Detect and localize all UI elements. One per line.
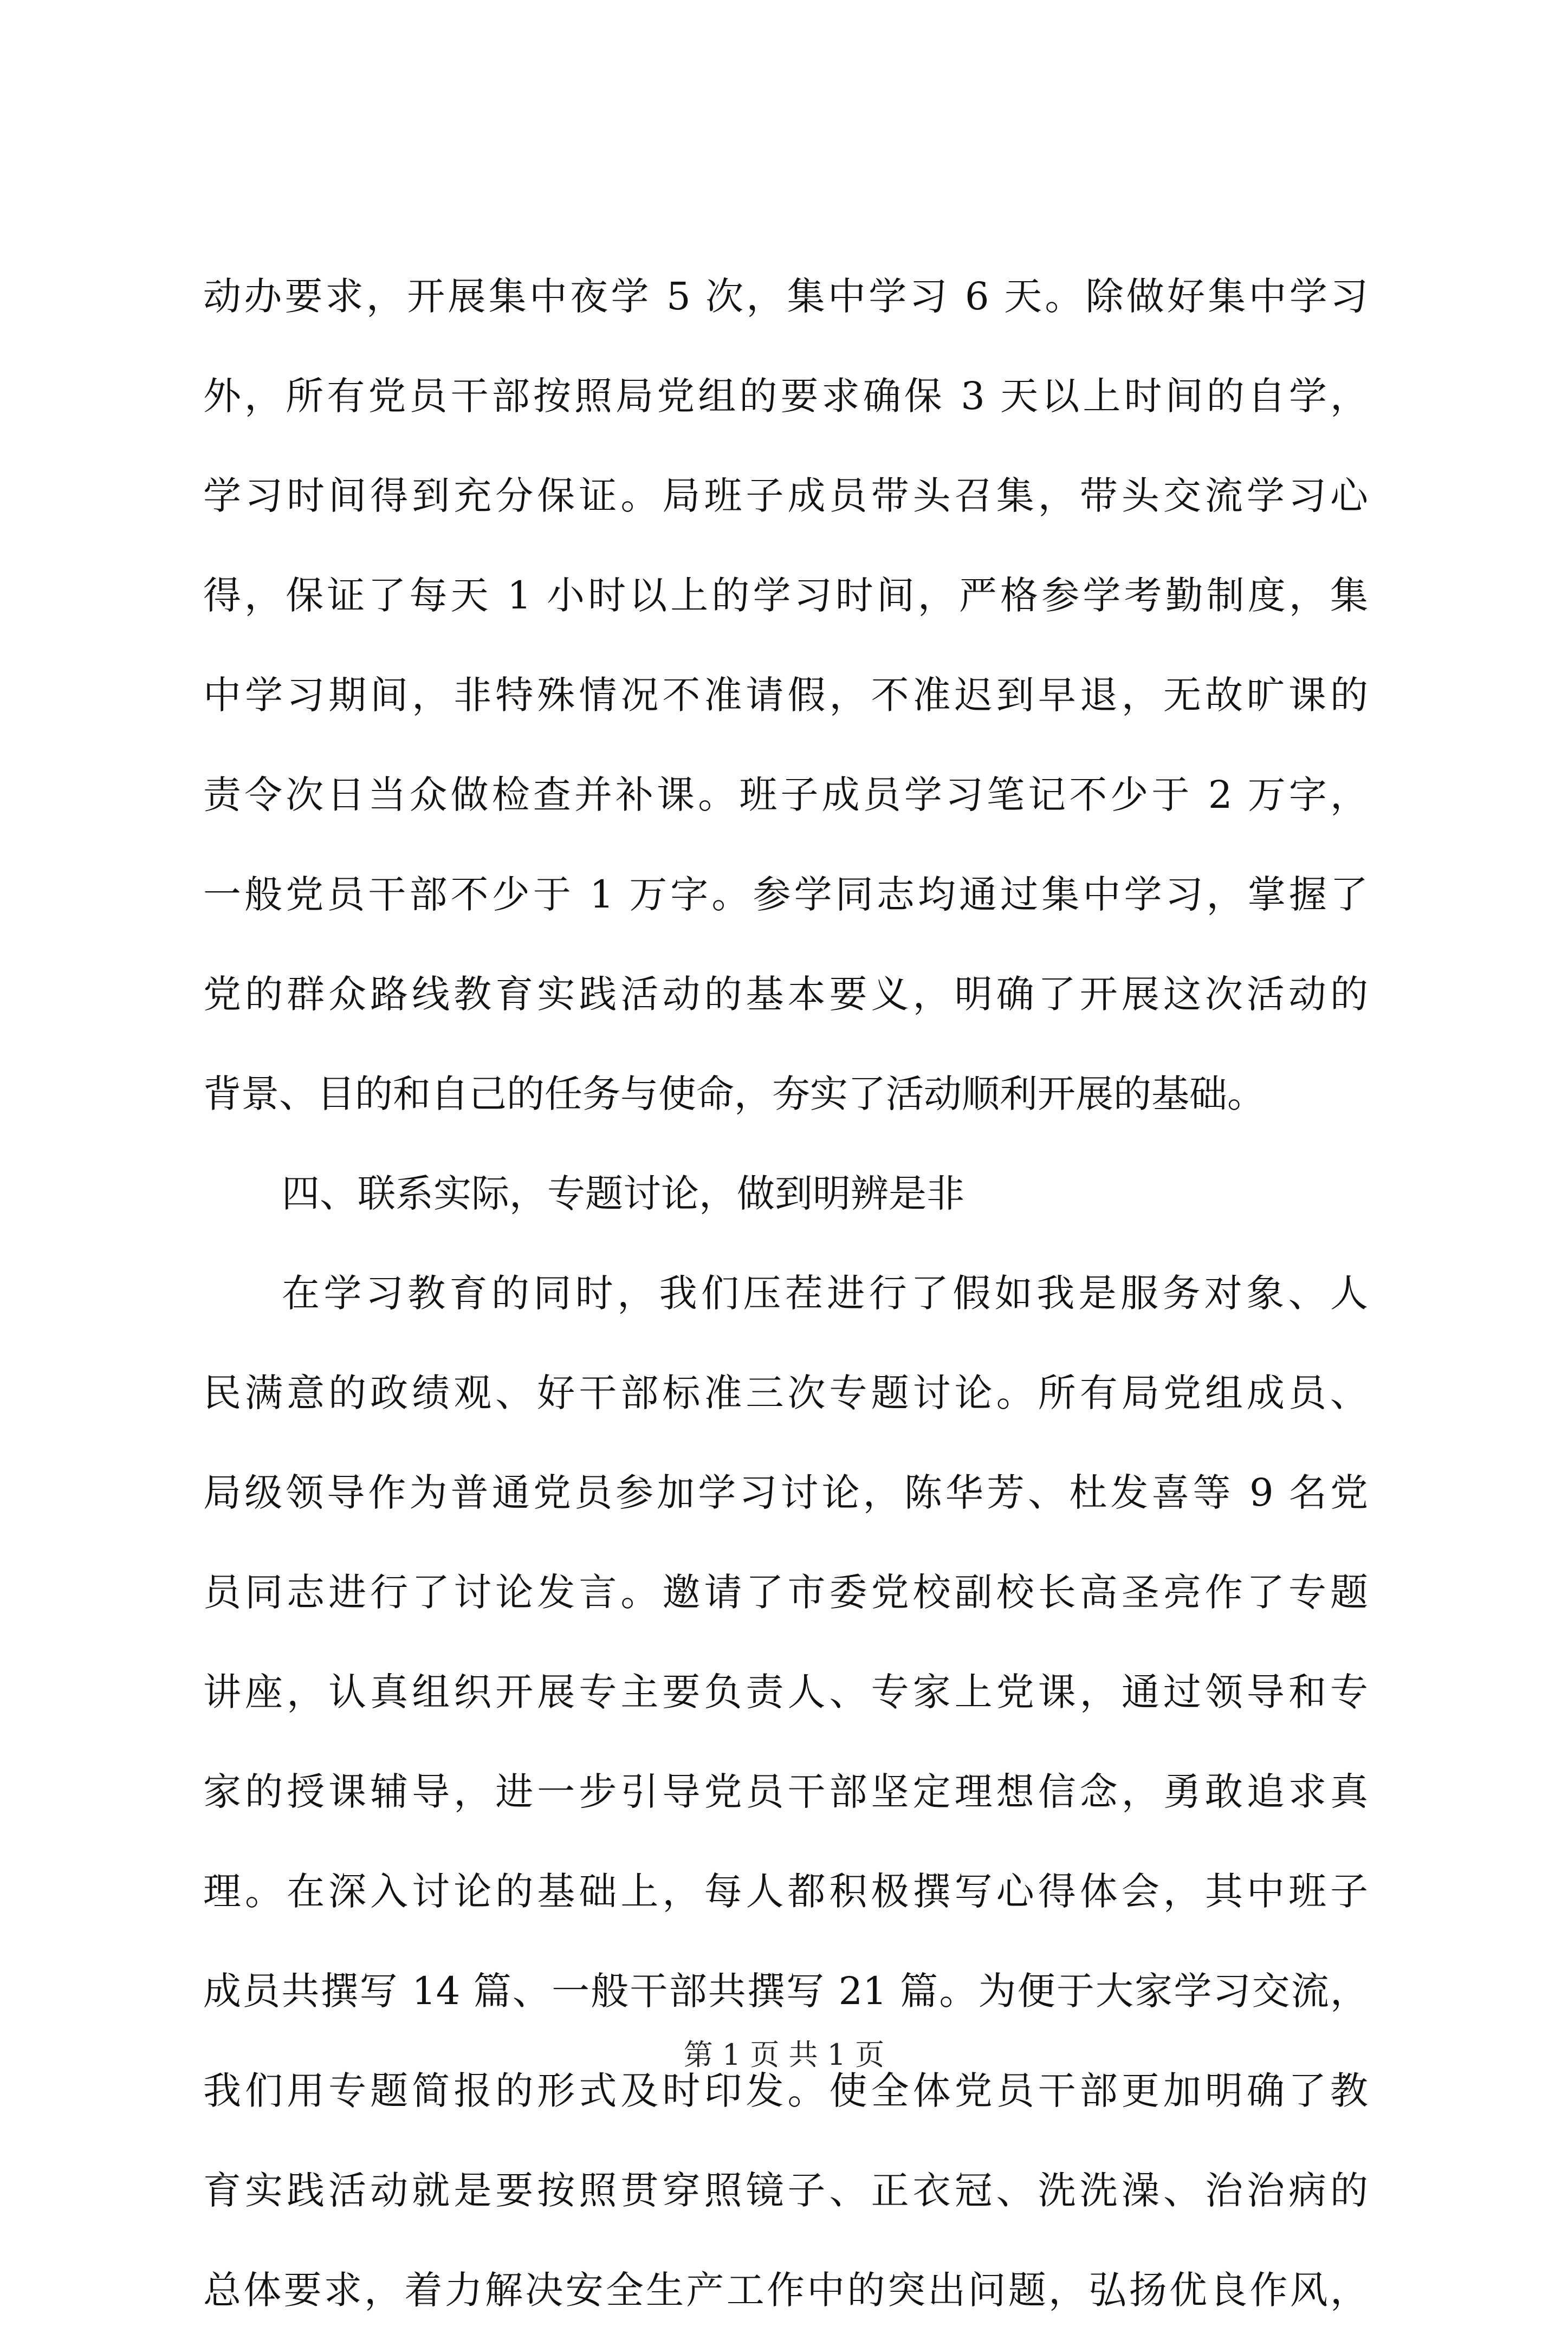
document-body [203,247,1368,2340]
text-line: 学习时间得到充分保证。局班子成员带头召集，带头交流学习心 [203,474,1368,518]
text-line: 理。在深入讨论的基础上，每人都积极撰写心得体会，其中班子 [203,1869,1368,1914]
text-line: 动办要求，开展集中夜学 5 次，集中学习 6 天。除做好集中学习 [203,274,1368,319]
text-line: 党的群众路线教育实践活动的基本要义，明确了开展这次活动的 [203,972,1368,1016]
text-line: 成员共撰写 14 篇、一般干部共撰写 21 篇。为便于大家学习交流， [203,1969,1368,2013]
text-line: 得，保证了每天 1 小时以上的学习时间，严格参学考勤制度，集 [203,573,1368,618]
section-heading: 四、联系实际，专题讨论，做到明辨是非 [282,1171,964,1216]
text-line: 局级领导作为普通党员参加学习讨论，陈华芳、杜发喜等 9 名党 [203,1470,1368,1515]
page-number-footer: 第 1 页 共 1 页 [683,2038,885,2072]
text-line: 育实践活动就是要按照贯穿照镜子、正衣冠、洗洗澡、治治病的 [203,2168,1368,2213]
text-line: 外，所有党员干部按照局党组的要求确保 3 天以上时间的自学， [203,374,1368,418]
text-line: 我们用专题简报的形式及时印发。使全体党员干部更加明确了教 [203,2069,1368,2113]
text-line: 民满意的政绩观、好干部标准三次专题讨论。所有局党组成员、 [203,1371,1368,1415]
text-line: 背景、目的和自己的任务与使命，夯实了活动顺利开展的基础。 [203,1072,1265,1116]
text-line: 在学习教育的同时，我们压茬进行了假如我是服务对象、人 [282,1271,1368,1315]
text-line: 讲座，认真组织开展专主要负责人、专家上党课，通过领导和专 [203,1670,1368,1714]
text-line: 家的授课辅导，进一步引导党员干部坚定理想信念，勇敢追求真 [203,1769,1368,1814]
text-line: 员同志进行了讨论发言。邀请了市委党校副校长高圣亮作了专题 [203,1570,1368,1615]
text-line: 责令次日当众做检查并补课。班子成员学习笔记不少于 2 万字， [203,773,1368,817]
text-line: 总体要求，着力解决安全生产工作中的突出问题，弘扬优良作风， [203,2268,1368,2312]
text-line: 中学习期间，非特殊情况不准请假，不准迟到早退，无故旷课的 [203,673,1368,717]
text-line: 一般党员干部不少于 1 万字。参学同志均通过集中学习，掌握了 [203,872,1368,917]
